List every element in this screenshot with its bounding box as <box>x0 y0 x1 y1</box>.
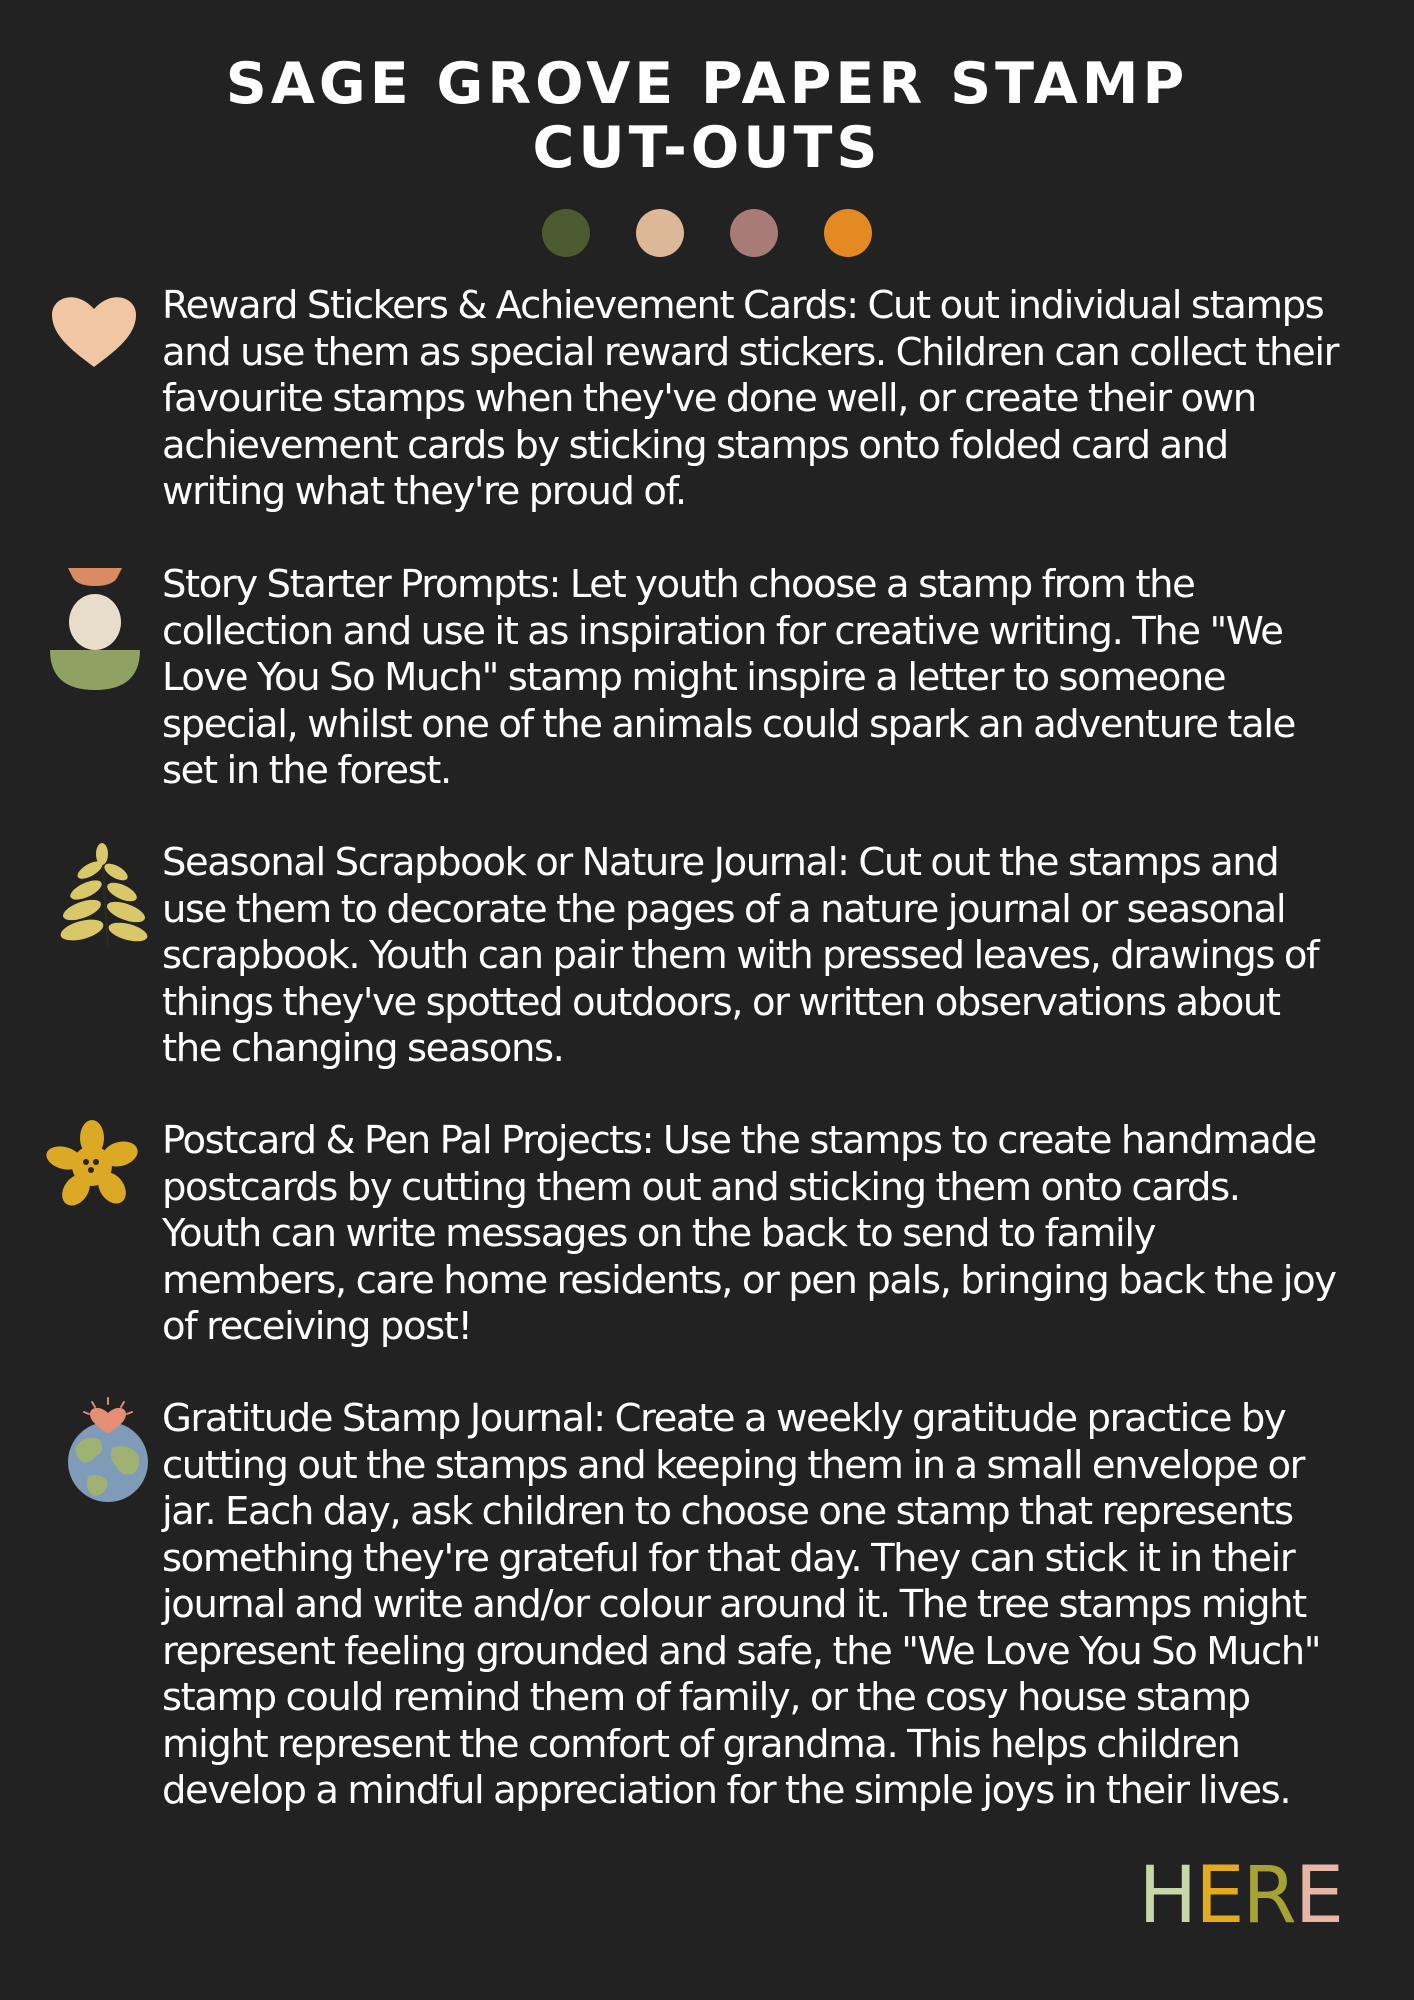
list-item-text: Story Starter Prompts: Let youth choose a stamp from the collection and use it as inspiration for creative writing. The "We Love You So Much" stamp might inspire a letter to someone special, whilst one of the animals could spark an adventure tale set in the forest. <box>162 562 1295 793</box>
list-item-text: Gratitude Stamp Journal: Create a weekly gratitude practice by cutting out the stamps and keeping them in a small envelope or jar. Each day, ask children to choose one stamp that represents something they're grateful for that day. They can stick it in their journal and write and/or colour around it. The tree stamps might represent feeling grounded and safe, the "We Love You So Much" stamp could remind them of family, or the cosy house stamp might represent the comfort of grandma. This helps children develop a mindful appreciation for the simple joys in their lives. <box>162 1396 1321 1813</box>
brand-logo <box>1138 1851 1342 1941</box>
page-title-line-2: CUT-OUTS <box>532 115 882 181</box>
brand-letter: E <box>1195 1851 1243 1941</box>
leaf-branch-icon <box>46 840 156 960</box>
list-item-text: Reward Stickers & Achievement Cards: Cut out individual stamps and use them as special reward stickers. Children can collect their favourite stamps when they've done well, or create their own achievement cards by sticking stamps onto folded card and writing what they're proud of. <box>162 283 1339 514</box>
palette-dot-1 <box>542 209 590 257</box>
page-title <box>0 52 1414 180</box>
brand-letter: R <box>1242 1851 1295 1941</box>
globe-heart-icon <box>46 1396 156 1516</box>
flower-icon <box>46 1118 156 1238</box>
palette-dot-4 <box>824 209 872 257</box>
brand-letter: H <box>1138 1851 1196 1941</box>
list-item-text: Seasonal Scrapbook or Nature Journal: Cut out the stamps and use them to decorate the pages of a nature journal or seasonal scrapbook. Youth can pair them with pressed leaves, drawings of things they've spotted outdoors, or written observations about the changing seasons. <box>162 840 1319 1071</box>
stacked-stones-icon <box>46 562 156 682</box>
heart-icon <box>46 283 156 403</box>
palette-dot-2 <box>636 209 684 257</box>
palette-dot-3 <box>730 209 778 257</box>
color-palette-dots <box>0 209 1414 257</box>
page-title-line-1: SAGE GROVE PAPER STAMP <box>225 51 1189 117</box>
list-item-text: Postcard & Pen Pal Projects: Use the stamps to create handmade postcards by cutting them out and sticking them onto cards. Youth can write messages on the back to send to family members, care home residents, or pen pals, bringing back the joy of receiving post! <box>162 1118 1336 1349</box>
brand-letter: E <box>1294 1851 1342 1941</box>
